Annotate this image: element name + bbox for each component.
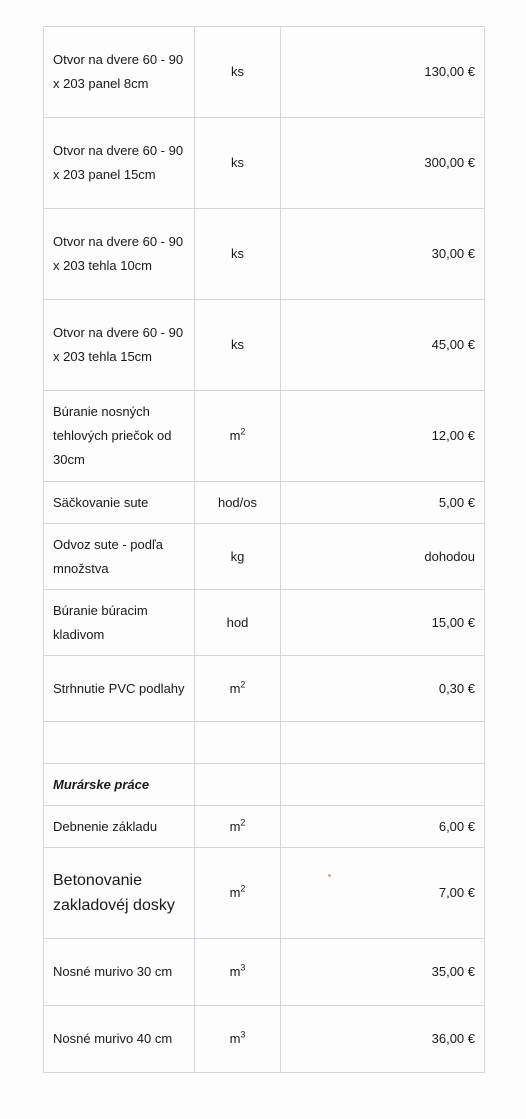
- item-price: dohodou: [281, 524, 485, 590]
- item-price: 300,00 €: [281, 118, 485, 209]
- item-description: Otvor na dvere 60 - 90 x 203 tehla 15cm: [44, 300, 195, 391]
- item-unit: [195, 764, 281, 806]
- table-row: [44, 524, 485, 590]
- table-row: [44, 118, 485, 209]
- scan-speck: [328, 874, 331, 877]
- price-list-page: [43, 26, 485, 1073]
- table-row: [44, 848, 485, 939]
- table-row: [44, 656, 485, 722]
- item-description: Nosné murivo 30 cm: [44, 939, 195, 1006]
- item-unit: ks: [195, 209, 281, 300]
- section-header-row: [44, 764, 485, 806]
- item-description: Otvor na dvere 60 - 90 x 203 panel 15cm: [44, 118, 195, 209]
- item-price: [281, 722, 485, 764]
- item-unit: $m^2$: [195, 656, 281, 722]
- item-unit: $m^2$: [195, 848, 281, 939]
- item-unit: $m^2$: [195, 806, 281, 848]
- item-price: 5,00 €: [281, 482, 485, 524]
- table-row: [44, 300, 485, 391]
- table-row: [44, 806, 485, 848]
- table-row-empty: [44, 722, 485, 764]
- table-row: [44, 939, 485, 1006]
- item-unit: hod: [195, 590, 281, 656]
- table-row: [44, 391, 485, 482]
- item-price: 45,00 €: [281, 300, 485, 391]
- item-price: 30,00 €: [281, 209, 485, 300]
- table-row: [44, 482, 485, 524]
- table-row: [44, 209, 485, 300]
- item-description: [44, 722, 195, 764]
- item-unit: $m^3$: [195, 1006, 281, 1073]
- item-price: 12,00 €: [281, 391, 485, 482]
- item-unit: [195, 722, 281, 764]
- item-unit: kg: [195, 524, 281, 590]
- table-row: [44, 590, 485, 656]
- item-description: Strhnutie PVC podlahy: [44, 656, 195, 722]
- item-unit: ks: [195, 27, 281, 118]
- item-price: 6,00 €: [281, 806, 485, 848]
- price-table: [43, 26, 485, 1073]
- item-description: Otvor na dvere 60 - 90 x 203 tehla 10cm: [44, 209, 195, 300]
- item-description: Nosné murivo 40 cm: [44, 1006, 195, 1073]
- item-description: Búranie nosných tehlových priečok od 30cm: [44, 391, 195, 482]
- section-title: Murárske práce: [44, 764, 195, 806]
- item-description: Debnenie základu: [44, 806, 195, 848]
- item-price: 35,00 €: [281, 939, 485, 1006]
- item-price: [281, 764, 485, 806]
- item-price: 130,00 €: [281, 27, 485, 118]
- item-description: Odvoz sute - podľa množstva: [44, 524, 195, 590]
- item-price: 7,00 €: [281, 848, 485, 939]
- item-unit: $m^3$: [195, 939, 281, 1006]
- item-price: 15,00 €: [281, 590, 485, 656]
- item-unit: $m^2$: [195, 391, 281, 482]
- item-description: Säčkovanie sute: [44, 482, 195, 524]
- item-description: Búranie búracim kladivom: [44, 590, 195, 656]
- table-row: [44, 27, 485, 118]
- item-unit: hod/os: [195, 482, 281, 524]
- table-row: [44, 1006, 485, 1073]
- item-price: 0,30 €: [281, 656, 485, 722]
- item-description: Betonovanie zakladovéj dosky: [44, 848, 195, 939]
- item-unit: ks: [195, 118, 281, 209]
- item-price: 36,00 €: [281, 1006, 485, 1073]
- item-description: Otvor na dvere 60 - 90 x 203 panel 8cm: [44, 27, 195, 118]
- item-unit: ks: [195, 300, 281, 391]
